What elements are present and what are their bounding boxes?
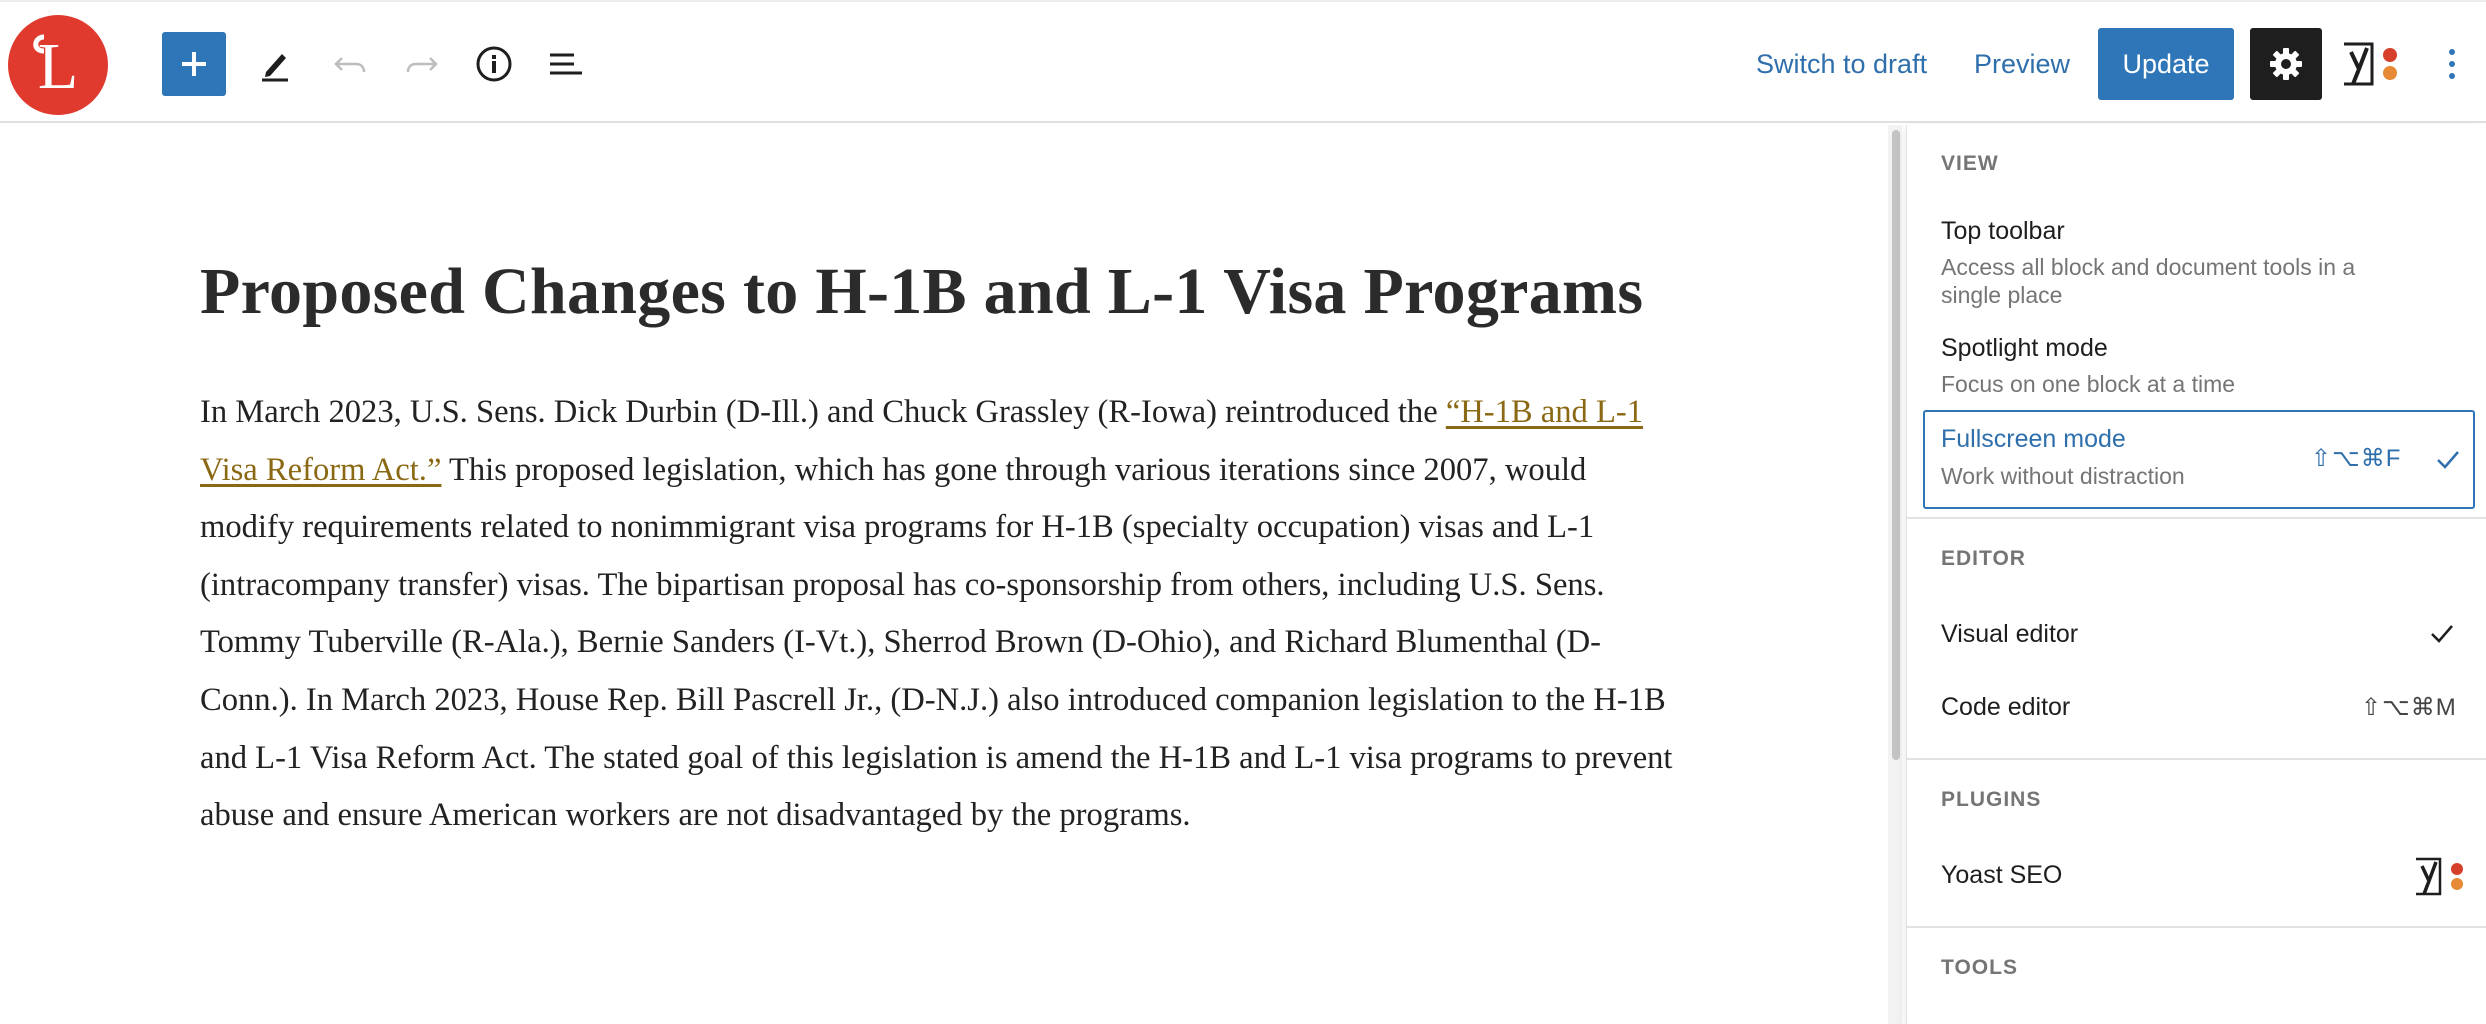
gear-icon [2264,42,2308,86]
editor-header [0,0,2486,123]
details-button[interactable] [462,32,526,96]
site-logo-icon[interactable] [8,15,108,115]
fullscreen-shortcut: ⇧⌥⌘F [2311,445,2402,472]
redo-button[interactable] [390,32,454,96]
list-view-button[interactable] [534,32,598,96]
svg-text:L: L [37,30,79,103]
preview-button[interactable]: Preview [1974,49,2071,79]
checkmark-icon [2433,444,2463,474]
checkmark-icon [2427,618,2457,648]
top-toolbar-title: Top toolbar [1941,217,2065,245]
yoast-seo-button[interactable] [2338,38,2402,92]
tools-button[interactable] [244,32,308,96]
redo-icon [400,42,444,86]
yoast-icon [2412,854,2468,900]
reform-act-link[interactable]: “H-1B and L-1 Visa Reform Act.” [200,394,1644,488]
spotlight-mode-desc: Focus on one block at a time [1941,371,2236,397]
paragraph-text: In March 2023, U.S. Sens. Dick Durbin (D-Ill.) and Chuck Grassley (R-Iowa) reintroduced the [200,394,1446,430]
visual-editor-title: Visual editor [1941,620,2079,648]
switch-to-draft-button[interactable]: Switch to draft [1756,49,1928,79]
info-icon [472,42,516,86]
plus-icon [162,32,226,96]
scrollbar-thumb[interactable] [1892,130,1900,760]
spotlight-mode-title: Spotlight mode [1941,334,2108,362]
pencil-icon [254,42,298,86]
fullscreen-mode-desc: Work without distraction [1941,463,2185,489]
options-button[interactable] [2430,32,2474,96]
update-button[interactable]: Update [2098,28,2234,100]
add-block-button[interactable] [162,32,226,96]
options-menu [1906,125,2486,1024]
editor-canvas [200,250,1680,845]
menu-divider [1907,517,2486,519]
view-section-label: VIEW [1941,152,1999,175]
fullscreen-mode-menu-item[interactable] [1923,410,2475,509]
undo-button[interactable] [318,32,382,96]
code-editor-shortcut: ⇧⌥⌘M [2361,694,2457,721]
undo-icon [328,42,372,86]
more-vertical-icon [2444,42,2460,86]
yoast-icon [2338,38,2402,92]
paragraph-block[interactable] [200,384,1680,845]
plugins-section-label: PLUGINS [1941,788,2042,811]
list-view-icon [544,42,588,86]
editor-section-label: EDITOR [1941,547,2026,570]
paragraph-text-continued: This proposed legislation, which has gone through various iterations since 2007, would modify requirements related to nonimmigrant visa programs for H-1B (specialty occupation) visas and L-1 (intracompany transfer) visas. The bipartisan proposal has co-sponsorship from others, including U.S. Sens. Tommy Tuberville (R-Ala.), Bernie Sanders (I-Vt.), Sherrod Brown (D-Ohio), and Richard Blumenthal (D-Conn.). In March 2023, House Rep. Bill Pascrell Jr., (D-N.J.) also introduced companion legislation to the H-1B and L-1 Visa Reform Act. The stated goal of this legislation is amend the H-1B and L-1 visa programs to prevent abuse and ensure American workers are not disadvantaged by the programs. [200,451,1673,834]
menu-divider [1907,758,2486,760]
fullscreen-mode-title: Fullscreen mode [1941,425,2126,453]
top-toolbar-desc: Access all block and document tools in a single place [1941,254,2356,308]
settings-button[interactable] [2250,28,2322,100]
menu-divider [1907,926,2486,928]
code-editor-title: Code editor [1941,693,2071,721]
tools-section-label: TOOLS [1941,956,2018,979]
yoast-seo-title: Yoast SEO [1941,861,2063,889]
post-title[interactable]: Proposed Changes to H-1B and L-1 Visa Programs [200,255,1644,328]
